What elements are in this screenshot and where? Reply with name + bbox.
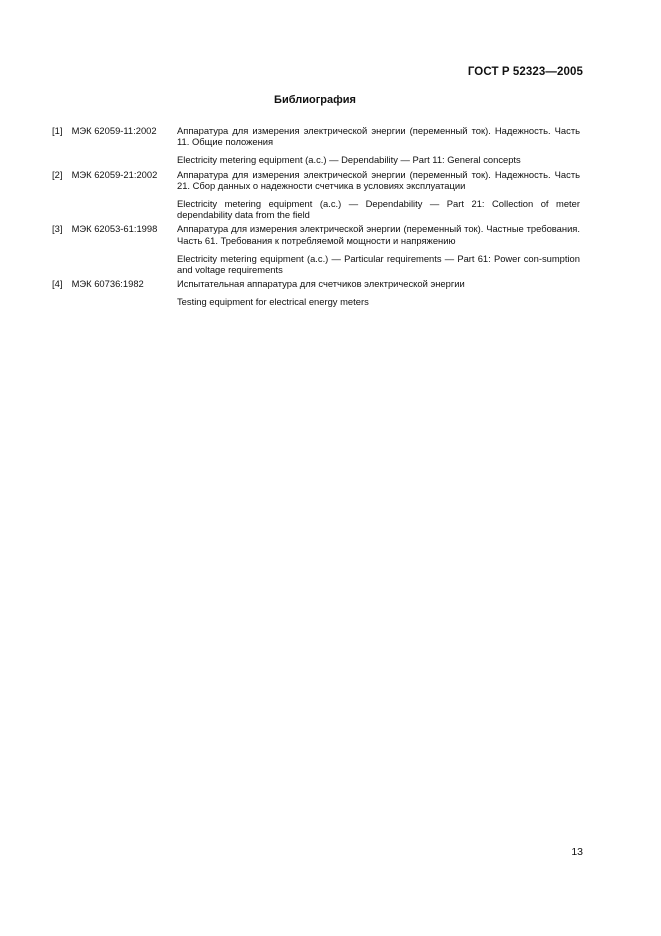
title-russian: Аппаратура для измерения электрической энергии (переменный ток). Надежность. Часть 21. Сбор данных о надежности счетчика в условиях эксплуатации — [177, 168, 580, 191]
section-title: Библиография — [274, 94, 356, 106]
standard-code: МЭК 60736:1982 — [71, 278, 144, 290]
bibliography-reference — [52, 223, 177, 275]
standard-code: МЭК 62059-11:2002 — [71, 125, 157, 136]
bibliography-reference — [52, 278, 177, 307]
bibliography-body — [177, 169, 580, 221]
bibliography-entry — [52, 223, 580, 275]
bibliography-reference — [52, 169, 177, 221]
title-english: Electricity metering equipment (a.c.) — Dependability — Part 21: Collection of meter dependability data from the field — [177, 198, 580, 221]
bibliography-body — [177, 278, 580, 307]
title-english: Testing equipment for electrical energy meters — [177, 296, 369, 308]
entry-number: [4] — [52, 278, 63, 290]
title-russian: Аппаратура для измерения электрической энергии (переменный ток). Частные требования. Часть 61. Требования к потребляемой мощности и напряжению — [177, 223, 580, 246]
page-number: 13 — [571, 846, 583, 858]
standard-code: МЭК 62059-21:2002 — [71, 168, 158, 180]
entry-number: [1] — [52, 125, 63, 136]
bibliography-list — [52, 125, 580, 311]
title-english: Electricity metering equipment (a.c.) — Particular requirements — Part 61: Power con-sumption and voltage requirements — [177, 252, 580, 276]
title-russian: Испытательная аппаратура для счетчиков электрической энергии — [177, 278, 465, 290]
bibliography-reference — [52, 125, 177, 166]
bibliography-body — [177, 223, 580, 275]
entry-number: [3] — [52, 223, 63, 235]
document-code: ГОСТ Р 52323—2005 — [467, 66, 583, 78]
bibliography-entry — [52, 125, 580, 166]
title-russian: Аппаратура для измерения электрической энергии (переменный ток). Надежность. Часть 11. Общие положения — [177, 125, 580, 148]
entry-number: [2] — [52, 168, 63, 180]
title-english: Electricity metering equipment (a.c.) — Dependability — Part 11: General concepts — [177, 154, 521, 166]
bibliography-entry — [52, 169, 580, 221]
bibliography-body — [177, 125, 580, 166]
standard-code: МЭК 62053-61:1998 — [71, 223, 158, 235]
bibliography-entry — [52, 278, 580, 307]
